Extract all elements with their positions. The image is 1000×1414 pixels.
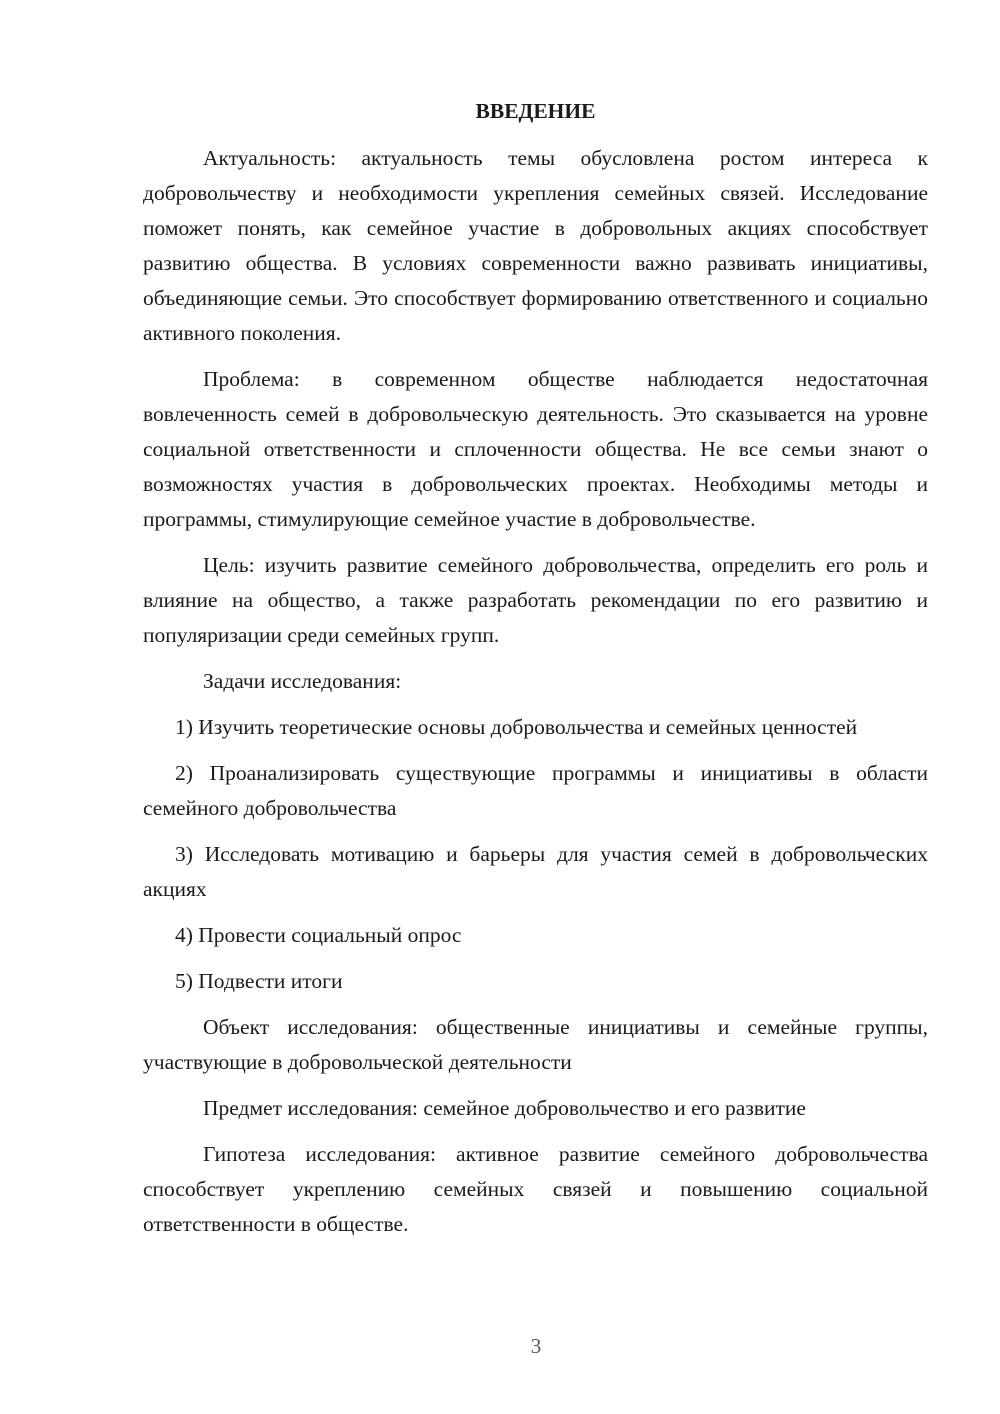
relevance-paragraph: Актуальность: актуальность темы обусловлена ростом интереса к добровольчеству и необходимости укрепления семейных связей. Исследование поможет понять, как семейное участие в добровольных акциях способствует развитию общества. В условиях современности важно развивать инициативы, объединяющие семьи. Это способствует формированию ответственного и социально активного поколения. (143, 146, 928, 345)
hypothesis-paragraph: Гипотеза исследования: активное развитие семейного добровольчества способствует укреплению семейных связей и повышению социальной ответственности в обществе. (143, 1142, 928, 1236)
tasks-heading: Задачи исследования: (203, 669, 402, 693)
document-body (143, 94, 928, 1253)
task-item-3: 3) Исследовать мотивацию и барьеры для участия семей в добровольческих акциях (143, 842, 928, 901)
problem-paragraph: Проблема: в современном обществе наблюдается недостаточная вовлеченность семей в добровольческую деятельность. Это сказывается на уровне социальной ответственности и сплоченности общества. Не все семьи знают о возможностях участия в добровольческих проектах. Необходимы методы и программы, стимулирующие семейное участие в добровольчестве. (143, 367, 928, 531)
object-paragraph: Объект исследования: общественные инициативы и семейные группы, участвующие в добровольческой деятельности (143, 1015, 928, 1074)
task-item-1: 1) Изучить теоретические основы добровольчества и семейных ценностей (175, 715, 858, 739)
page-number: 3 (530, 1334, 542, 1358)
task-item-5: 5) Подвести итоги (175, 969, 343, 993)
page-title: ВВЕДЕНИЕ (475, 99, 596, 123)
task-item-4: 4) Провести социальный опрос (175, 923, 462, 947)
subject-paragraph: Предмет исследования: семейное добровольчество и его развитие (203, 1096, 806, 1120)
goal-paragraph: Цель: изучить развитие семейного добровольчества, определить его роль и влияние на общество, а также разработать рекомендации по его развитию и популяризации среди семейных групп. (143, 553, 928, 647)
task-item-2: 2) Проанализировать существующие программы и инициативы в области семейного добровольчества (143, 761, 928, 820)
